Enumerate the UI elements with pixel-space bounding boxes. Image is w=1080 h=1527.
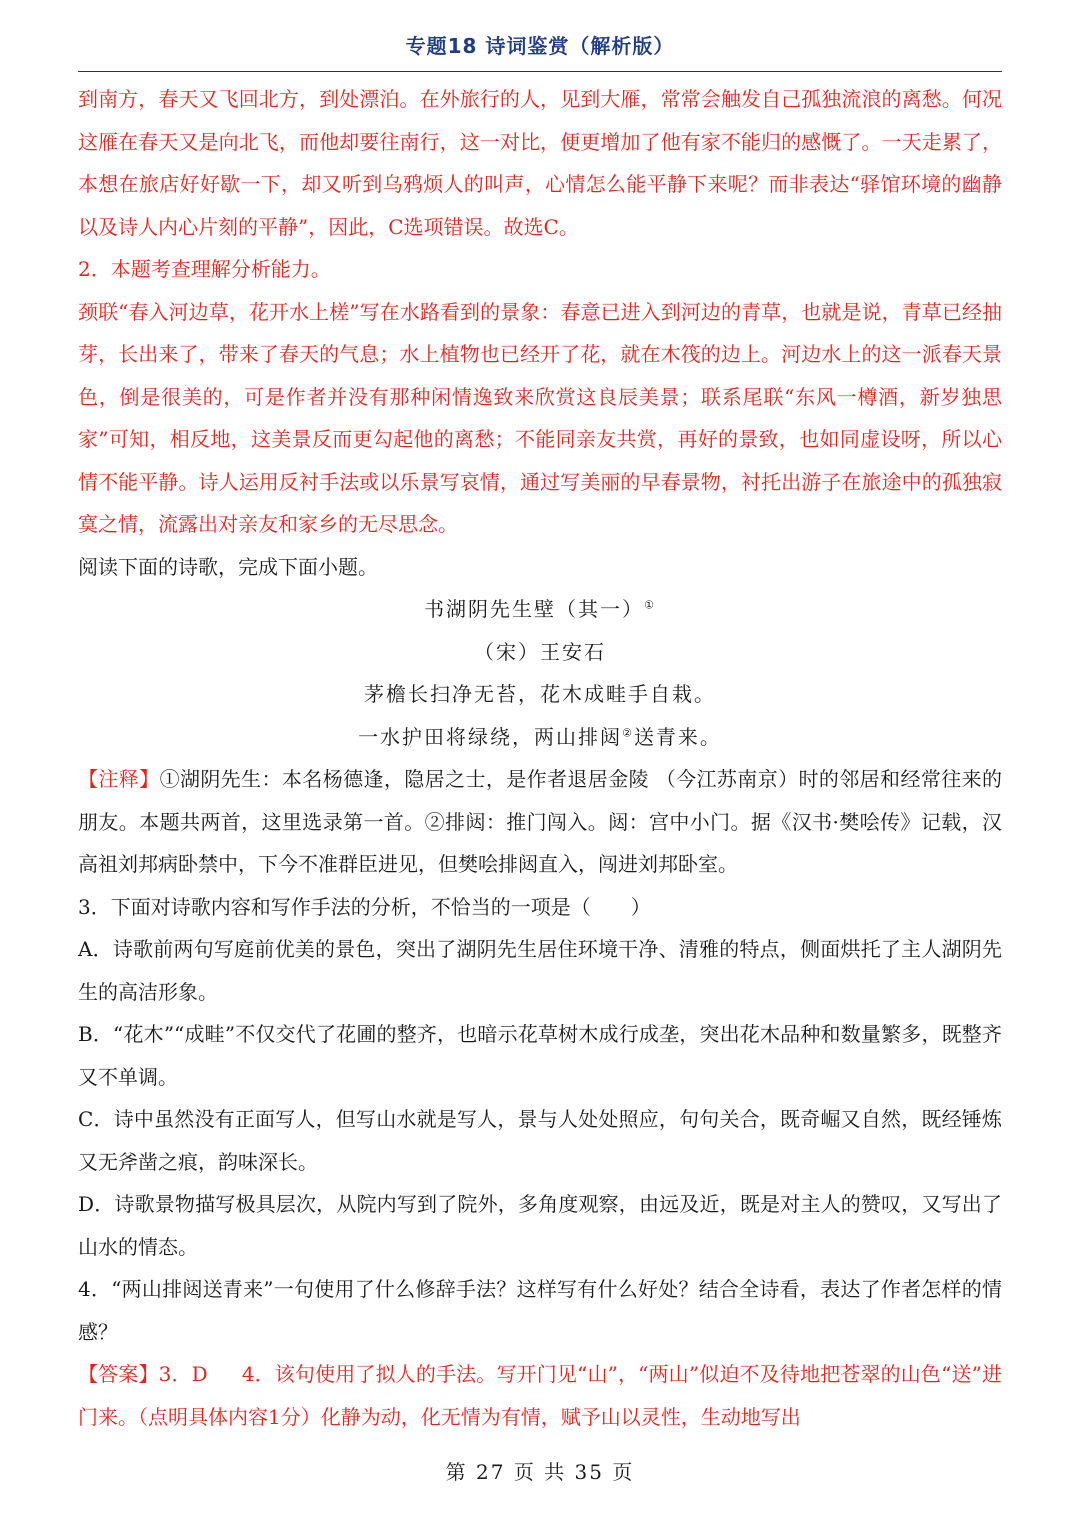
poem-line-2-part-a: 一水护田将绿绕，两山排闼 <box>358 724 623 749</box>
header-divider <box>78 71 1002 72</box>
poem-line-1: 茅檐长扫净无苔，花木成畦手自栽。 <box>364 682 716 706</box>
poem-line-2-part-b: 送青来。 <box>633 724 722 749</box>
reading-instruction: 阅读下面的诗歌，完成下面小题。 <box>78 554 378 579</box>
analysis-paragraph-1: 到南方，春天又飞回北方，到处漂泊。在外旅行的人，见到大雁，常常会触发自己孤独流浪的离愁。何况这雁在春天又是向北飞，而他却要往南行，这一对比，便更增加了他有家不能归的感慨了。一天走累了，本想在旅店好好歇一下，却又听到乌鸦烦人的叫声，心情怎么能平静下来呢？而非表达“驿馆环境的幽静以及诗人内心片刻的平静”，因此，C选项错误。故选C。 <box>78 87 1002 239</box>
question-3-option-b: B．“花木”“成畦”不仅交代了花圃的整齐，也暗示花草树木成行成垄，突出花木品种和数量繁多，既整齐又不单调。 <box>78 1022 1002 1089</box>
question-4-answer: 4．该句使用了拟人的手法。写开门见“山”，“两山”似迫不及待地把苍翠的山色“送”进门来。（点明具体内容1分）化静为动，化无情为有情，赋予山以灵性，生动地写出 <box>78 1362 1002 1429</box>
poem-title-note-marker: ① <box>644 598 656 612</box>
question-3-stem-close: ） <box>630 894 651 919</box>
question-4-stem: 4．“两山排闼送青来”一句使用了什么修辞手法？这样写有什么好处？结合全诗看，表达了作者怎样的情感？ <box>78 1277 1002 1344</box>
question-2-analysis-heading: 2．本题考查理解分析能力。 <box>78 257 331 281</box>
page-content <box>78 78 1002 1438</box>
poem-line-2 <box>78 716 1002 759</box>
poem-line-2-note-marker: ② <box>622 725 634 739</box>
question-3-option-d: D．诗歌景物描写极具层次，从院内写到了院外，多角度观察，由远及近，既是对主人的赞叹，又写出了山水的情态。 <box>78 1192 1002 1259</box>
annotation-text: ①湖阴先生：本名杨德逢，隐居之士，是作者退居金陵 （今江苏南京）时的邻居和经常往来的朋友。本题共两首，这里选录第一首。②排闼：推门闯入。闼：宫中小门。据《汉书·樊哙传》记载，汉高祖刘邦病卧禁中，下今不准群臣进见，但樊哙排闼直入，闯进刘邦卧室。 <box>78 767 1003 876</box>
question-3-option-c: C．诗中虽然没有正面写人，但写山水就是写人，景与人处处照应，句句关合，既奇崛又自然，既经锤炼又无斧凿之痕，韵味深长。 <box>78 1107 1002 1174</box>
page-footer-number: 第 27 页 共 35 页 <box>445 1460 635 1484</box>
poem-title: 书湖阴先生壁（其一） <box>424 597 645 621</box>
question-3-stem <box>78 886 1002 929</box>
analysis-paragraph-2: 颈联“春入河边草，花开水上槎”写在水路看到的景象：春意已进入到河边的青草，也就是说，青草已经抽芽，长出来了，带来了春天的气息；水上植物也已经开了花，就在木筏的边上。河边水上的这一派春天景色，倒是很美的，可是作者并没有那种闲情逸致来欣赏这良辰美景；联系尾联“东风一樽酒，新岁独思家”可知，相反地，这美景反而更勾起他的离愁；不能同亲友共赏，再好的景致，也如同虚设呀，所以心情不能平静。诗人运用反衬手法或以乐景写哀情，通过写美丽的早春景物，衬托出游子在旅途中的孤独寂寞之情，流露出对亲友和家乡的无尽思念。 <box>78 299 1002 536</box>
annotation-label: 【注释】 <box>78 767 160 791</box>
poem-author: （宋）王安石 <box>474 639 606 664</box>
poem-title-line <box>78 588 1002 631</box>
annotation-paragraph <box>78 758 1002 886</box>
question-3-option-a: A．诗歌前两句写庭前优美的景色，突出了湖阴先生居住环境干净、清雅的特点，侧面烘托了主人湖阴先生的高洁形象。 <box>78 937 1002 1004</box>
question-3-stem-text: 3．下面对诗歌内容和写作手法的分析，不恰当的一项是（ <box>78 894 591 919</box>
question-3-answer: 3．D <box>158 1362 208 1386</box>
answer-label: 【答案】 <box>78 1362 159 1386</box>
page-header-title: 专题18 诗词鉴赏（解析版） <box>405 34 675 58</box>
answer-paragraph <box>78 1353 1002 1438</box>
